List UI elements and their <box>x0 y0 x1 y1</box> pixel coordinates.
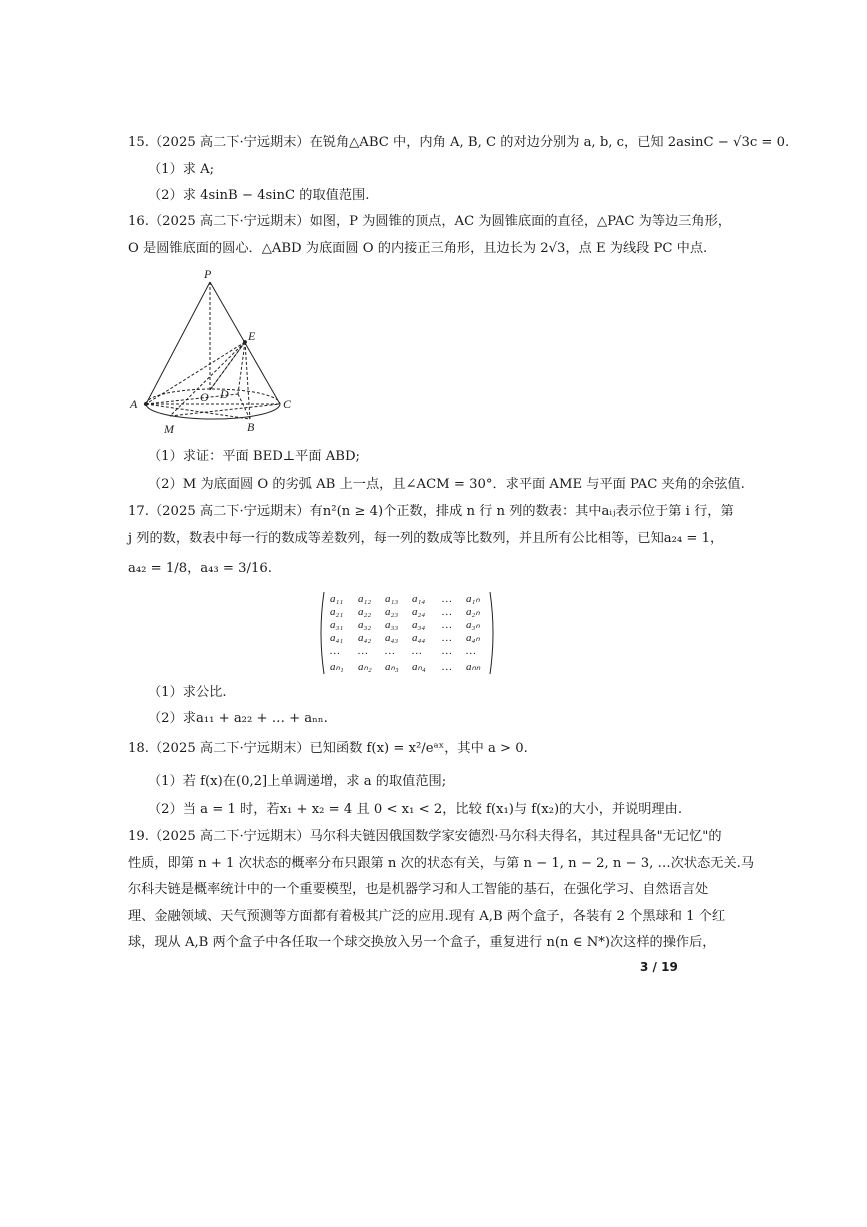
q16-stem-line1: 16.（2025 高二下·宁远期末）如图，P 为圆锥的顶点，AC 为圆锥底面的直径，△PAC 为等边三角形， <box>128 214 731 229</box>
matrix-cell: a₁₁ <box>330 593 344 605</box>
matrix-cell: … <box>442 632 452 644</box>
label-E: E <box>248 329 256 343</box>
matrix-cell: a₁₃ <box>385 593 399 605</box>
matrix-cell: a₂₂ <box>358 606 372 618</box>
matrix-cell: aₙ₁ <box>330 661 344 673</box>
label-P: P <box>204 267 212 281</box>
matrix-cell: a₁₂ <box>358 593 372 605</box>
q19-stem-line2: 性质，即第 n + 1 次状态的概率分布只跟第 n 次的状态有关，与第 n − 1, n − 2, n − 3, …次状态无关.马 <box>128 856 755 871</box>
matrix-cell: aₙ₃ <box>385 661 399 673</box>
q18-part1: （1）若 f(x)在(0,2]上单调递增，求 a 的取值范围; <box>148 774 447 789</box>
matrix-cell: … <box>385 645 395 657</box>
matrix-cell: … <box>412 645 422 657</box>
matrix-cell: a₄ₙ <box>466 632 480 644</box>
matrix-cell: aₙ₄ <box>412 661 426 673</box>
matrix-cell: … <box>442 606 452 618</box>
q19-stem-line3: 尔科夫链是概率统计中的一个重要模型，也是机器学习和人工智能的基石，在强化学习、自然语言处 <box>128 882 709 897</box>
matrix-cell: a₄₁ <box>330 632 344 644</box>
matrix-cell: a₁₄ <box>412 593 426 605</box>
q16-stem-line2: O 是圆锥底面的圆心．△ABD 为底面圆 O 的内接正三角形，且边长为 2√3，点 E 为线段 PC 中点. <box>128 241 708 256</box>
matrix-cell: a₂₁ <box>330 606 344 618</box>
q17-stem-line3: a₄₂ = 1/8，a₄₃ = 3/16. <box>128 561 272 576</box>
q18-stem: 18.（2025 高二下·宁远期末）已知函数 f(x) = x²/eᵃˣ，其中 a > 0. <box>128 741 528 756</box>
matrix-cell: … <box>442 593 452 605</box>
q17-stem-line1: 17.（2025 高二下·宁远期末）有n²(n ≥ 4)个正数，排成 n 行 n 列的数表：其中aᵢⱼ表示位于第 i 行，第 <box>128 504 734 519</box>
label-O: O <box>200 390 209 404</box>
segment-EA <box>146 342 245 404</box>
q15-part2: （2）求 4sinB − 4sinC 的取值范围. <box>148 188 370 203</box>
q15-part1: （1）求 A; <box>148 162 215 177</box>
cone-figure <box>128 262 298 442</box>
matrix-cell: … <box>330 645 340 657</box>
matrix-cell: a₃₄ <box>412 619 426 631</box>
label-A: A <box>130 397 138 411</box>
matrix-cell: a₂₄ <box>412 606 426 618</box>
label-D: D <box>220 387 229 401</box>
matrix-left-paren <box>321 592 324 674</box>
q16-part1: （1）求证：平面 BED⊥平面 ABD; <box>148 449 360 464</box>
matrix-right-paren <box>490 592 493 674</box>
q16-part2: （2）M 为底面圆 O 的劣弧 AB 上一点，且∠ACM = 30°．求平面 AME 与平面 PAC 夹角的余弦值. <box>148 477 745 492</box>
q17-part1: （1）求公比. <box>148 685 227 700</box>
matrix-cell: … <box>466 645 476 657</box>
q15-stem: 15.（2025 高二下·宁远期末）在锐角△ABC 中，内角 A, B, C 的对边分别为 a, b, c，已知 2asinC − √3c = 0. <box>128 135 790 150</box>
matrix-cell: a₃₃ <box>385 619 399 631</box>
q17-stem-line2: j 列的数，数表中每一行的数成等差数列，每一列的数成等比数列，并且所有公比相等，已知a₂₄ = 1， <box>128 531 724 546</box>
q17-part2: （2）求a₁₁ + a₂₂ + … + aₙₙ. <box>148 711 328 726</box>
matrix-cell: … <box>442 619 452 631</box>
matrix-cell: aₙ₂ <box>358 661 372 673</box>
matrix-cell: a₄₄ <box>412 632 426 644</box>
segment-AB <box>146 404 250 419</box>
matrix-cell: a₁ₙ <box>466 593 480 605</box>
matrix-cell: a₂₃ <box>385 606 399 618</box>
q19-stem-line5: 球，现从 A,B 两个盒子中各任取一个球交换放入另一个盒子，重复进行 n(n ∈ N*)次这样的操作后， <box>128 935 716 950</box>
label-B: B <box>247 420 255 434</box>
matrix-cell: … <box>358 645 368 657</box>
matrix-cell: a₄₂ <box>358 632 372 644</box>
matrix-cell: … <box>442 645 452 657</box>
matrix-cell: a₃₁ <box>330 619 344 631</box>
page-number: 3 / 19 <box>640 960 678 974</box>
matrix-cell: a₃₂ <box>358 619 372 631</box>
q19-stem-line1: 19.（2025 高二下·宁远期末）马尔科夫链因俄国数学家安德烈·马尔科夫得名，其过程具备"无记忆"的 <box>128 829 722 844</box>
point-E <box>244 341 247 344</box>
label-M: M <box>164 422 174 436</box>
number-matrix <box>318 590 496 676</box>
label-C: C <box>283 397 292 411</box>
q19-stem-line4: 理、金融领域、天气预测等方面都有着极其广泛的应用.现有 A,B 两个盒子，各装有 2 个黑球和 1 个红 <box>128 909 726 924</box>
matrix-cell: a₃ₙ <box>466 619 480 631</box>
matrix-cell: a₄₃ <box>385 632 399 644</box>
matrix-cell: … <box>442 661 452 673</box>
matrix-cell: aₙₙ <box>466 661 481 673</box>
point-A <box>144 402 147 405</box>
q18-part2: （2）当 a = 1 时，若x₁ + x₂ = 4 且 0 < x₁ < 2，比较 f(x₁)与 f(x₂)的大小，并说明理由. <box>148 802 683 817</box>
matrix-cell: a₂ₙ <box>466 606 480 618</box>
segment-EM <box>170 342 245 416</box>
segment-ED <box>238 342 245 394</box>
